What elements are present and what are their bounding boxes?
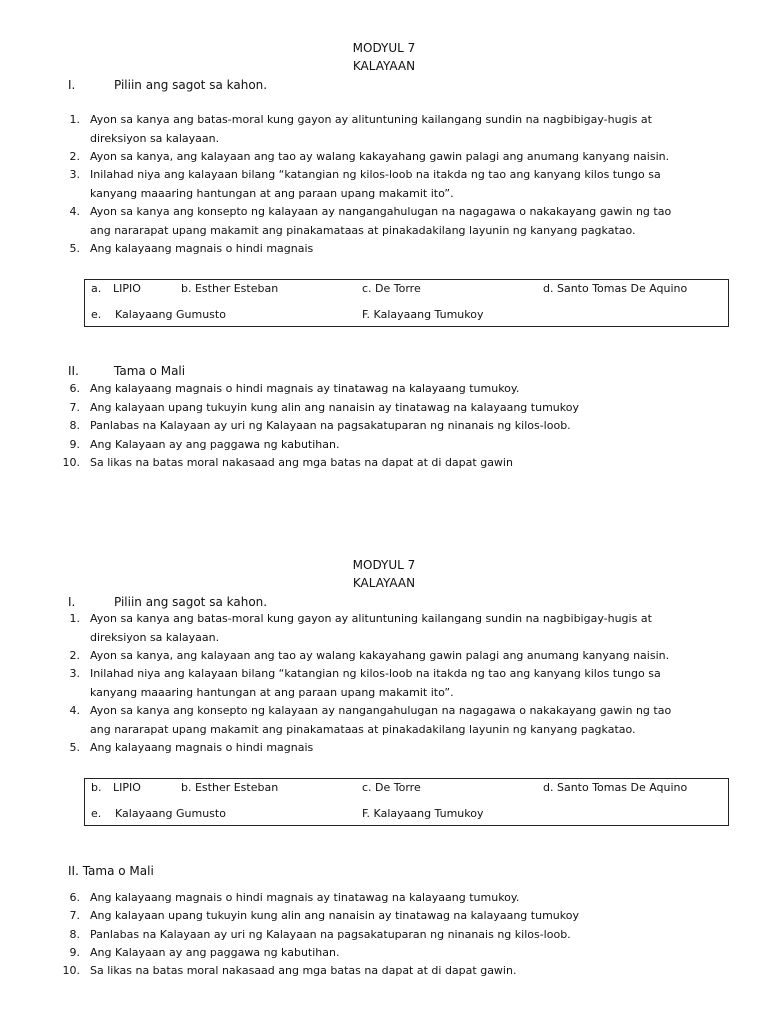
choice-d: d. Santo Tomas De Aquino: [543, 781, 688, 794]
question-text-line: Ayon sa kanya, ang kalayaan ang tao ay walang kakayahang gawin palagi ang anumang kanyang naisin.: [90, 649, 670, 662]
statement-text: Panlabas na Kalayaan ay uri ng Kalayaan na pagsakatuparan ng ninanais ng kilos-loob.: [90, 928, 571, 941]
statement-number: 8.: [69, 419, 80, 432]
question-text-line: Ayon sa kanya ang batas-moral kung gayon ay alituntuning kailangang sundin na nagbibigay-hugis at: [90, 612, 652, 625]
question-text-line: Inilahad niya ang kalayaan bilang “katangian ng kilos-loob na itakda ng tao ang kanyang kilos tungo sa: [90, 168, 661, 181]
statement-number: 10.: [62, 456, 80, 469]
choice-a: LIPIO: [113, 781, 141, 794]
question-text-line: Ayon sa kanya ang konsepto ng kalayaan ay nangangahulugan na nagagawa o nakakayang gawin ng tao: [90, 205, 672, 218]
question-text-line: ang nararapat upang makamit ang pinakamataas at pinakadakilang layunin ng kanyang pagkatao.: [90, 722, 636, 736]
choice-c: c. De Torre: [362, 282, 421, 295]
choice-b: b. Esther Esteban: [181, 282, 279, 295]
choice-letter: e.: [91, 308, 102, 321]
statement-number: 8.: [69, 928, 80, 941]
module-title: MODYUL 7: [352, 558, 416, 572]
choice-letter: b.: [91, 781, 102, 794]
answer-choices-box: [84, 279, 729, 327]
section-label: Piliin ang sagot sa kahon.: [114, 78, 268, 92]
statement-text: Ang kalayaang magnais o hindi magnais ay tinatawag na kalayaang tumukoy.: [90, 891, 520, 904]
choice-f: F. Kalayaang Tumukoy: [362, 807, 484, 820]
choice-e: Kalayaang Gumusto: [115, 308, 226, 321]
choice-letter: e.: [91, 807, 102, 820]
statement-text: Ang kalayaan upang tukuyin kung alin ang nanaisin ay tinatawag na kalayaang tumukoy: [90, 909, 579, 922]
statement-text: Ang Kalayaan ay ang paggawa ng kabutihan.: [90, 438, 340, 451]
section-label: II. Tama o Mali: [68, 864, 154, 878]
question-text-line: Ang kalayaang magnais o hindi magnais: [90, 242, 314, 255]
choice-c: c. De Torre: [362, 781, 421, 794]
section-number: I.: [68, 78, 76, 92]
statement-text: Ang kalayaang magnais o hindi magnais ay tinatawag na kalayaang tumukoy.: [90, 382, 520, 395]
question-number: 1.: [69, 113, 80, 126]
statement-text: Ang kalayaan upang tukuyin kung alin ang nanaisin ay tinatawag na kalayaang tumukoy: [90, 401, 579, 414]
question-text-line: Ayon sa kanya, ang kalayaan ang tao ay walang kakayahang gawin palagi ang anumang kanyang naisin.: [90, 150, 670, 163]
question-text-line: Ang kalayaang magnais o hindi magnais: [90, 741, 314, 754]
statement-text: Sa likas na batas moral nakasaad ang mga batas na dapat at di dapat gawin: [90, 456, 513, 469]
question-text-line: direksiyon sa kalayaan.: [90, 630, 220, 644]
question-number: 4.: [69, 704, 80, 717]
statement-number: 10.: [62, 964, 80, 977]
module-subtitle: KALAYAAN: [352, 59, 416, 73]
statement-text: Sa likas na batas moral nakasaad ang mga batas na dapat at di dapat gawin.: [90, 964, 517, 977]
question-text-line: Ayon sa kanya ang konsepto ng kalayaan ay nangangahulugan na nagagawa o nakakayang gawin ng tao: [90, 704, 672, 717]
question-text-line: ang nararapat upang makamit ang pinakamataas at pinakadakilang layunin ng kanyang pagkatao.: [90, 223, 636, 237]
choice-f: F. Kalayaang Tumukoy: [362, 308, 484, 321]
statement-text: Panlabas na Kalayaan ay uri ng Kalayaan na pagsakatuparan ng ninanais ng kilos-loob.: [90, 419, 571, 432]
choice-d: d. Santo Tomas De Aquino: [543, 282, 688, 295]
statement-number: 7.: [69, 909, 80, 922]
question-number: 3.: [69, 168, 80, 181]
question-number: 4.: [69, 205, 80, 218]
statement-text: Ang Kalayaan ay ang paggawa ng kabutihan.: [90, 946, 340, 959]
statement-number: 6.: [69, 891, 80, 904]
module-title: MODYUL 7: [352, 41, 416, 55]
choice-b: b. Esther Esteban: [181, 781, 279, 794]
section-number: I.: [68, 595, 76, 609]
choice-a: LIPIO: [113, 282, 141, 295]
statement-number: 6.: [69, 382, 80, 395]
statement-number: 9.: [69, 438, 80, 451]
answer-choices-box: [84, 778, 729, 826]
statement-number: 9.: [69, 946, 80, 959]
question-number: 2.: [69, 150, 80, 163]
module-subtitle: KALAYAAN: [352, 576, 416, 590]
question-number: 3.: [69, 667, 80, 680]
question-number: 1.: [69, 612, 80, 625]
choice-letter: a.: [91, 282, 102, 295]
question-number: 5.: [69, 242, 80, 255]
section-label: Piliin ang sagot sa kahon.: [114, 595, 268, 609]
question-number: 2.: [69, 649, 80, 662]
section-number: II.: [68, 364, 79, 378]
question-text-line: Inilahad niya ang kalayaan bilang “katangian ng kilos-loob na itakda ng tao ang kanyang kilos tungo sa: [90, 667, 661, 680]
question-text-line: direksiyon sa kalayaan.: [90, 131, 220, 145]
statement-number: 7.: [69, 401, 80, 414]
section-label: Tama o Mali: [114, 364, 186, 378]
question-text-line: kanyang maaaring hantungan at ang paraan upang makamit ito”.: [90, 685, 454, 699]
question-text-line: Ayon sa kanya ang batas-moral kung gayon ay alituntuning kailangang sundin na nagbibigay-hugis at: [90, 113, 652, 126]
question-text-line: kanyang maaaring hantungan at ang paraan upang makamit ito”.: [90, 186, 454, 200]
question-number: 5.: [69, 741, 80, 754]
choice-e: Kalayaang Gumusto: [115, 807, 226, 820]
